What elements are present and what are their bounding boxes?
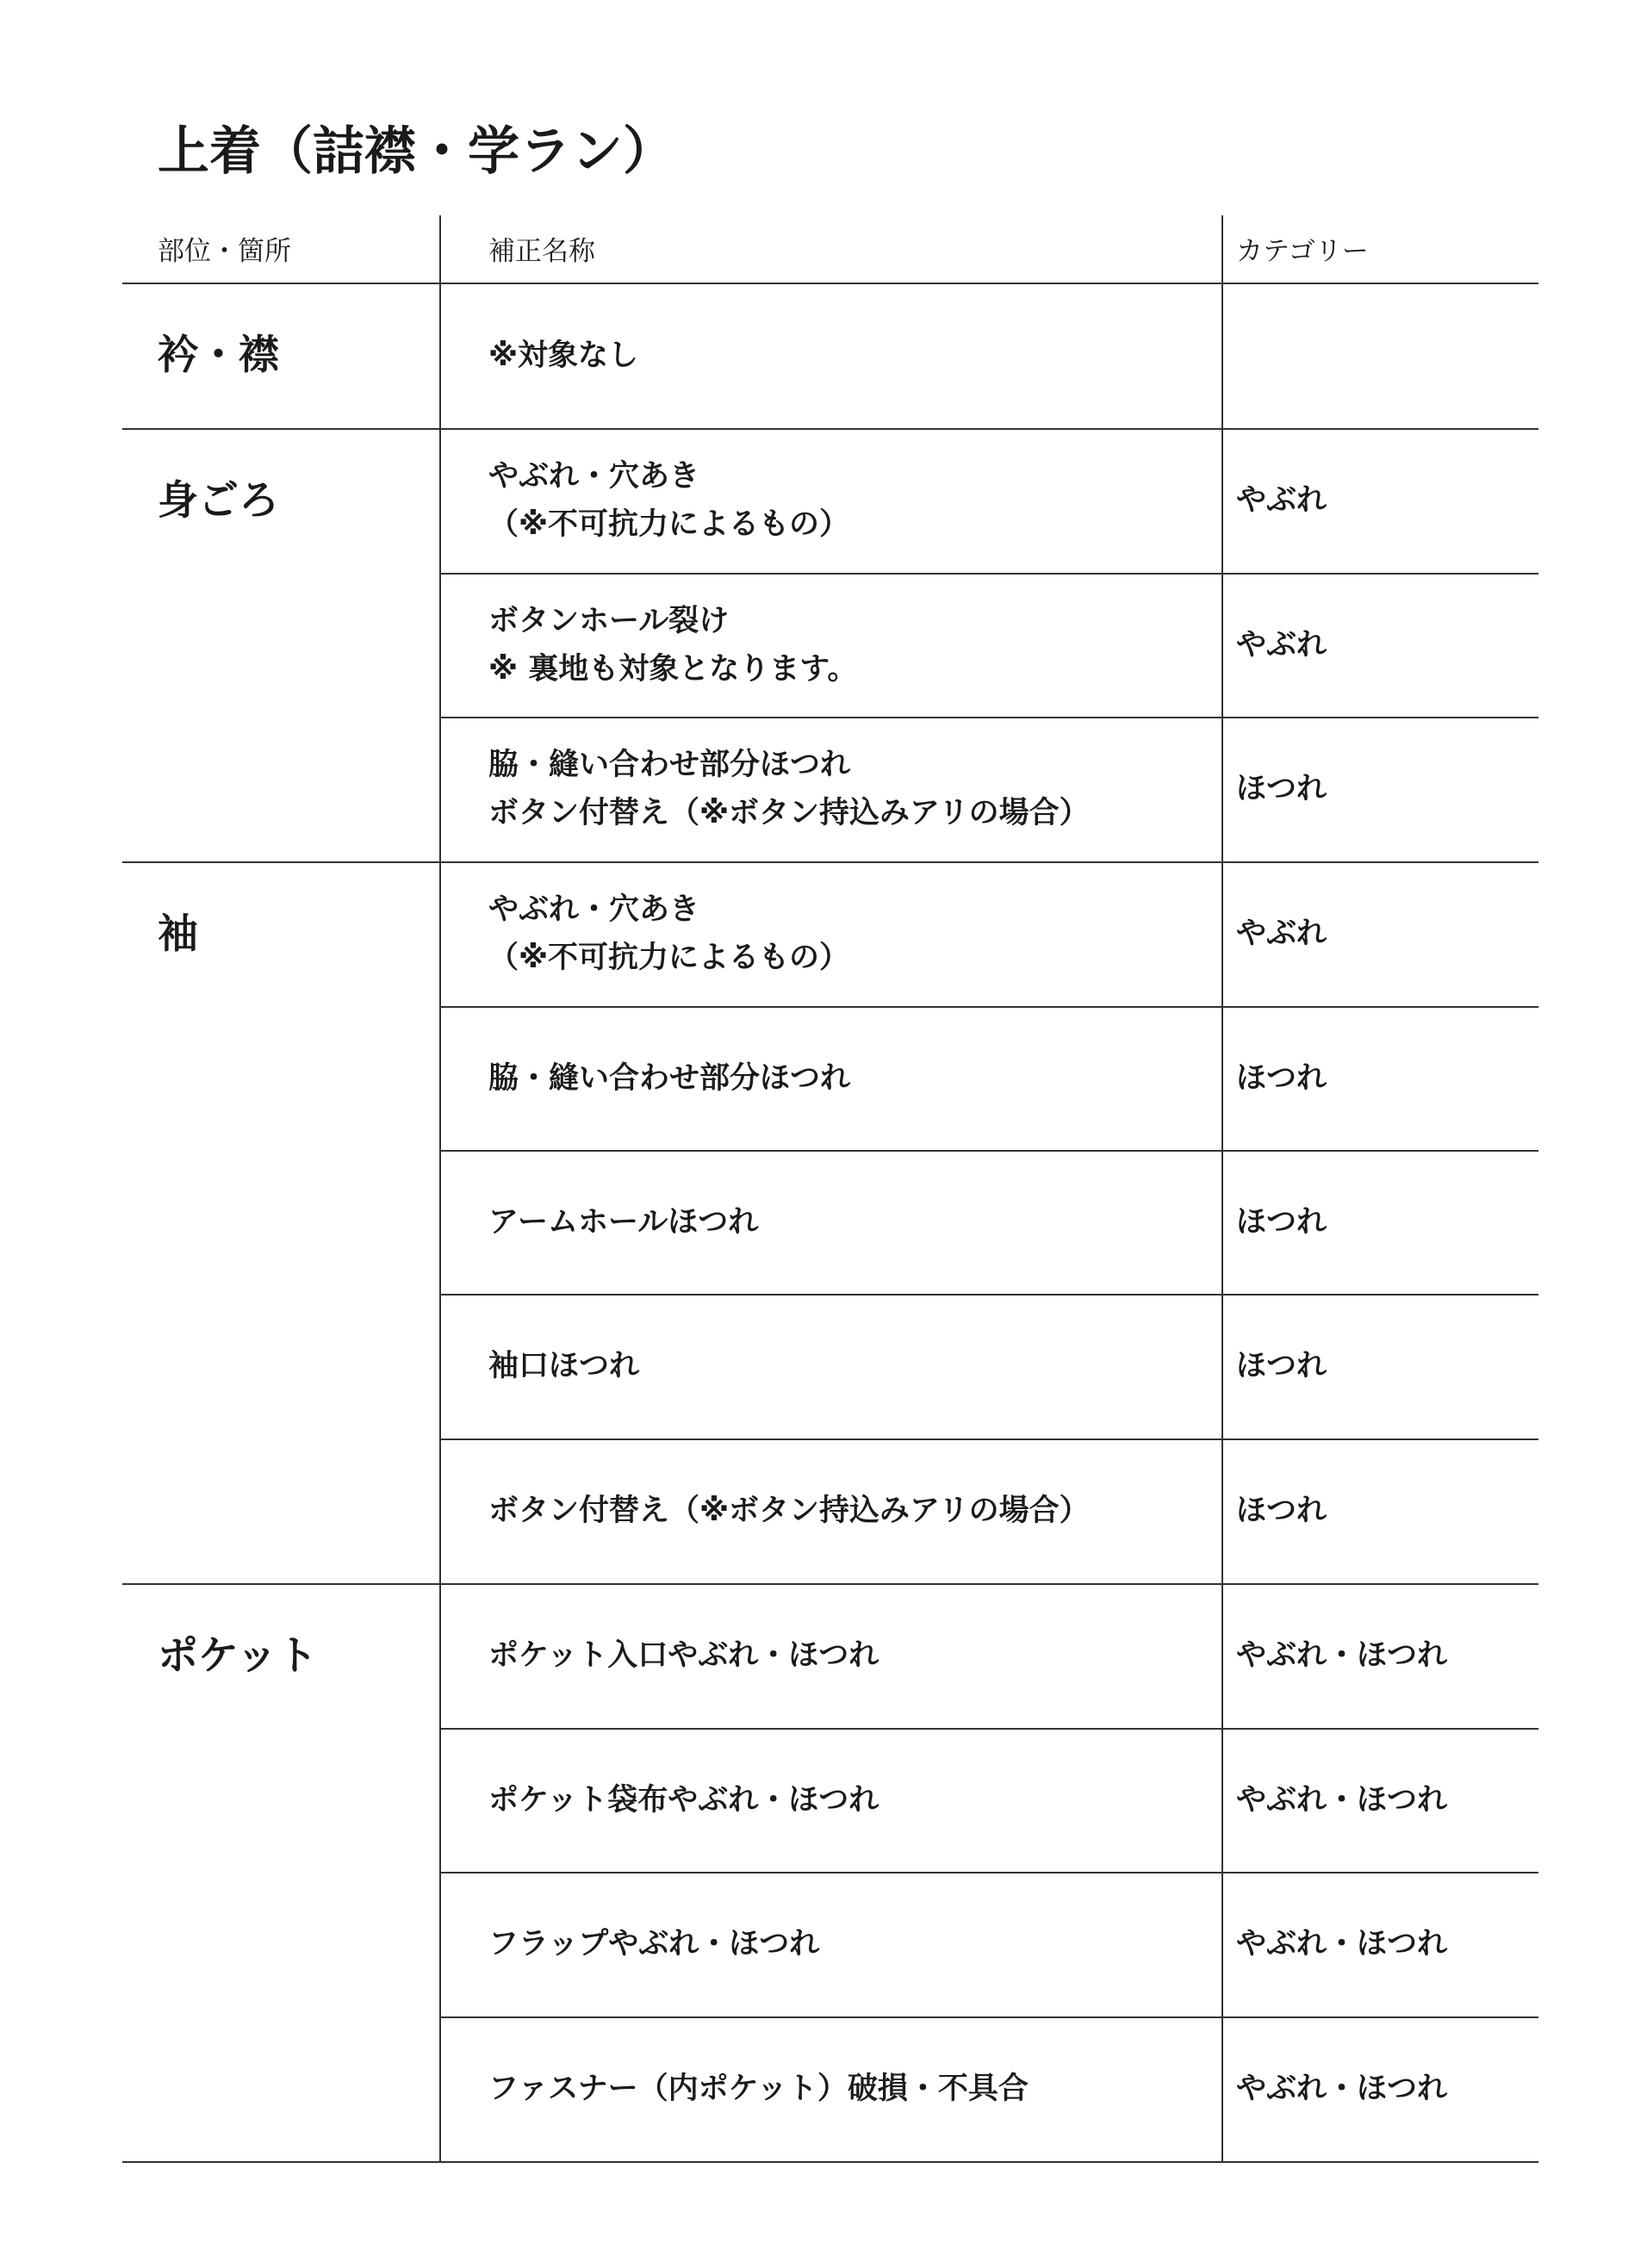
category-label: ほつれ [1236, 772, 1327, 806]
repair-name-cell [488, 1150, 1208, 1294]
repair-name-line: （※不可抗力によるもの） [488, 941, 850, 975]
repair-name-cell [488, 1006, 1208, 1150]
category-cell [1236, 1150, 1520, 1294]
repair-name-line: ボタン付替え（※ボタン持込みアリの場合） [488, 1494, 1090, 1528]
part-label: ポケット [158, 1632, 318, 1680]
repair-name-cell [488, 1728, 1208, 1872]
repair-name-cell [488, 1583, 1208, 1728]
part-label: 衿・襟 [158, 332, 279, 379]
repair-name-line: ポケット入口やぶれ・ほつれ [488, 1638, 879, 1673]
category-cell [1236, 1728, 1520, 1872]
repair-name-line: ※ 裏地も対象となります。 [488, 651, 858, 687]
category-cell [1236, 1583, 1520, 1728]
category-cell [1236, 861, 1520, 1006]
repair-name-cell [488, 2016, 1208, 2161]
category-cell [1236, 1006, 1520, 1150]
column-header-category: カテゴリー [1236, 236, 1369, 267]
repair-name-cell [488, 861, 1208, 1006]
repair-name-line: やぶれ・穴あき [488, 459, 700, 494]
category-label: やぶれ・ほつれ [1236, 1638, 1448, 1673]
repair-name-cell [488, 717, 1208, 861]
category-cell [1236, 428, 1520, 573]
repair-name-line: ファスナー（内ポケット）破損・不具合 [488, 2072, 1029, 2106]
page-title: 上着（詰襟・学ラン） [158, 121, 674, 182]
column-divider [439, 215, 441, 2161]
repair-name-cell [488, 573, 1208, 717]
category-cell [1236, 1294, 1520, 1438]
category-cell [1236, 2016, 1520, 2161]
repair-name-cell [488, 428, 1208, 573]
repair-name-line: ボタンホール裂け [488, 603, 730, 638]
category-label: やぶれ [1236, 917, 1327, 951]
repair-name-line: ボタン付替え（※ボタン持込みアリの場合） [488, 796, 1090, 830]
repair-name-line: フラップやぶれ・ほつれ [488, 1927, 820, 1961]
category-cell [1236, 1872, 1520, 2016]
category-label: やぶれ [1236, 627, 1327, 662]
repair-name-line: ポケット袋布やぶれ・ほつれ [488, 1782, 879, 1818]
category-label: ほつれ [1236, 1494, 1327, 1528]
repair-name-line: アームホールほつれ [488, 1204, 759, 1240]
table-bottom-rule [122, 2161, 1538, 2163]
repair-name-line: 脇・縫い合わせ部分ほつれ [488, 748, 851, 782]
category-label: やぶれ・ほつれ [1236, 2072, 1448, 2106]
repair-name-line: 脇・縫い合わせ部分ほつれ [488, 1060, 851, 1096]
column-header-part: 部位・箇所 [158, 236, 291, 267]
category-cell [1236, 573, 1520, 717]
category-cell [1236, 1438, 1520, 1583]
category-label: ほつれ [1236, 1060, 1327, 1096]
repair-name-line: やぶれ・穴あき [488, 892, 700, 927]
category-cell [1236, 717, 1520, 861]
category-label: やぶれ [1236, 483, 1327, 518]
repair-name-line: ※対象なし [488, 338, 639, 373]
part-label: 身ごろ [158, 477, 279, 525]
repair-name-cell [488, 1294, 1208, 1438]
repair-name-cell [488, 1438, 1208, 1583]
category-label: やぶれ・ほつれ [1236, 1927, 1448, 1961]
category-label: ほつれ [1236, 1349, 1327, 1383]
repair-name-cell [488, 283, 1208, 428]
part-label: 袖 [158, 910, 198, 958]
repair-name-cell [488, 1872, 1208, 2016]
category-label: ほつれ [1236, 1204, 1327, 1240]
category-cell [1236, 283, 1520, 428]
repair-name-line: 袖口ほつれ [488, 1349, 640, 1383]
column-divider [1221, 215, 1223, 2161]
column-header-name: 補正名称 [488, 236, 595, 267]
repair-name-line: （※不可抗力によるもの） [488, 507, 850, 542]
category-label: やぶれ・ほつれ [1236, 1782, 1448, 1818]
